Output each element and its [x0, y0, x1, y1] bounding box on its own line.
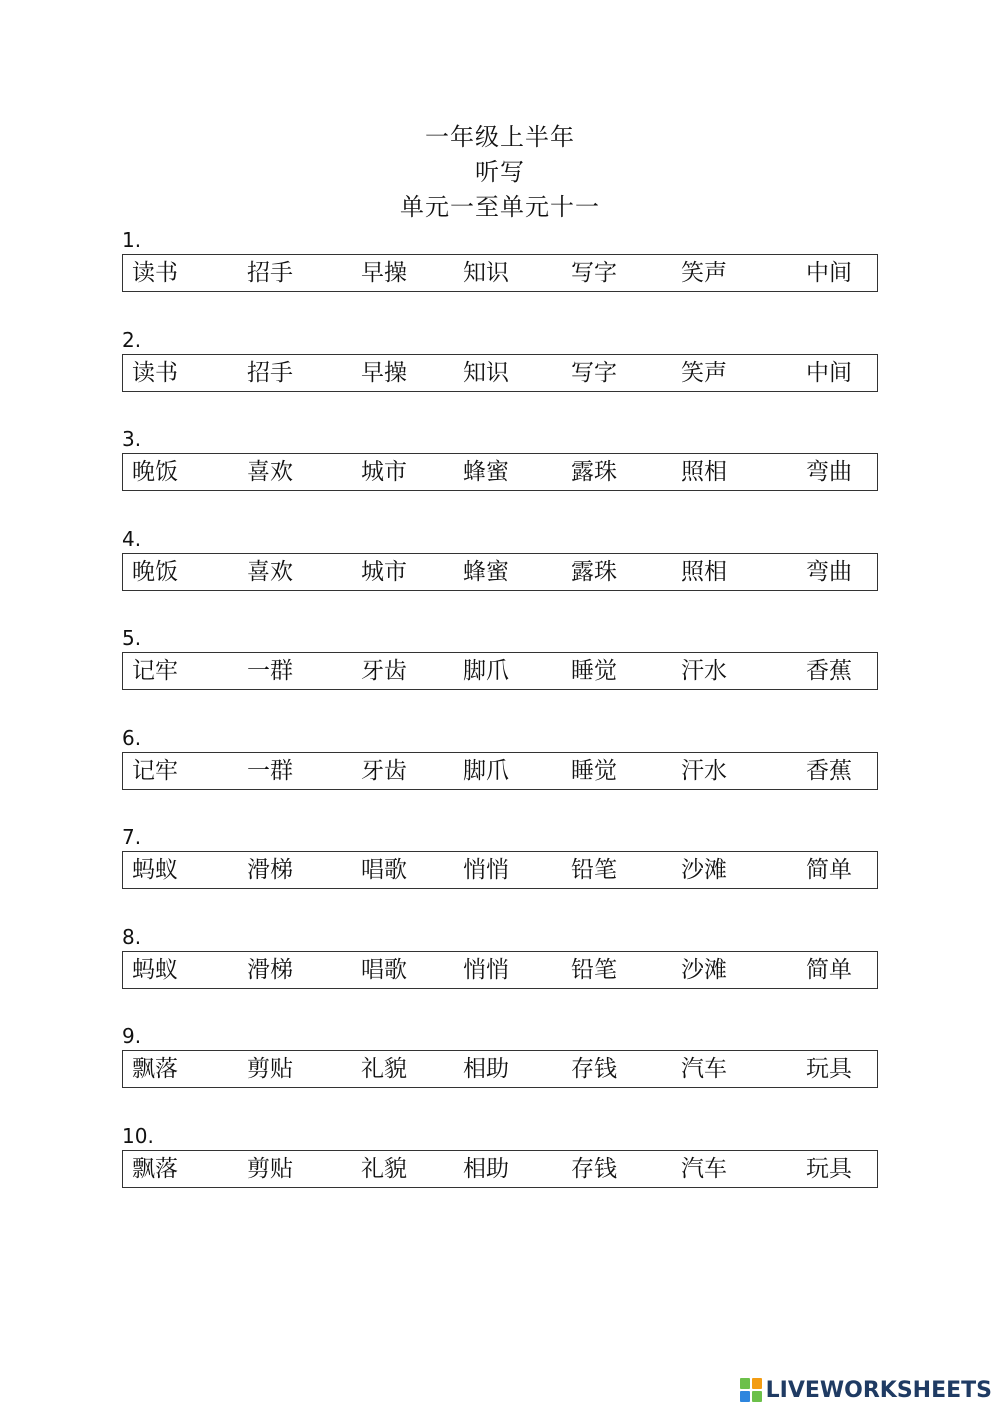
word: 中间 [806, 360, 852, 386]
worksheet-subtitle: 听写 [475, 158, 525, 186]
word: 唱歌 [361, 857, 407, 883]
word: 存钱 [571, 1056, 617, 1082]
word: 一群 [247, 758, 293, 784]
word: 招手 [247, 260, 293, 286]
answer-box[interactable] [122, 752, 878, 790]
word: 汗水 [681, 758, 727, 784]
word: 弯曲 [806, 459, 852, 485]
word: 蜂蜜 [463, 559, 509, 585]
question-number: 1. [122, 228, 142, 252]
word: 睡觉 [571, 758, 617, 784]
word: 早操 [361, 260, 407, 286]
worksheet-units: 单元一至单元十一 [400, 193, 600, 221]
word: 滑梯 [247, 857, 293, 883]
word: 城市 [361, 459, 407, 485]
word: 知识 [463, 360, 509, 386]
word: 中间 [806, 260, 852, 286]
word: 剪贴 [247, 1056, 293, 1082]
word: 玩具 [806, 1156, 852, 1182]
question-number: 8. [122, 925, 142, 949]
word: 读书 [132, 260, 178, 286]
word: 沙滩 [681, 957, 727, 983]
answer-box[interactable] [122, 553, 878, 591]
question-number: 7. [122, 825, 142, 849]
word: 沙滩 [681, 857, 727, 883]
liveworksheets-wordmark: LIVEWORKSHEETS [765, 1377, 992, 1403]
word: 记牢 [132, 758, 178, 784]
word: 相助 [463, 1156, 509, 1182]
word: 简单 [806, 957, 852, 983]
word: 晚饭 [132, 459, 178, 485]
word: 悄悄 [463, 857, 509, 883]
word: 喜欢 [247, 459, 293, 485]
word: 礼貌 [361, 1156, 407, 1182]
word: 写字 [571, 260, 617, 286]
word: 香蕉 [806, 758, 852, 784]
word: 铅笔 [571, 857, 617, 883]
word: 露珠 [571, 559, 617, 585]
question-number: 9. [122, 1024, 142, 1048]
question-number: 3. [122, 427, 142, 451]
word: 唱歌 [361, 957, 407, 983]
word: 汽车 [681, 1056, 727, 1082]
word: 脚爪 [463, 658, 509, 684]
word: 知识 [463, 260, 509, 286]
word: 城市 [361, 559, 407, 585]
liveworksheets-logo[interactable] [740, 1375, 992, 1405]
word: 简单 [806, 857, 852, 883]
word: 剪贴 [247, 1156, 293, 1182]
question-number: 4. [122, 527, 142, 551]
word: 笑声 [681, 360, 727, 386]
word: 飘落 [132, 1056, 178, 1082]
word: 礼貌 [361, 1056, 407, 1082]
word: 汽车 [681, 1156, 727, 1182]
word: 悄悄 [463, 957, 509, 983]
word: 照相 [681, 559, 727, 585]
word: 飘落 [132, 1156, 178, 1182]
word: 滑梯 [247, 957, 293, 983]
word: 写字 [571, 360, 617, 386]
word: 记牢 [132, 658, 178, 684]
word: 喜欢 [247, 559, 293, 585]
word: 露珠 [571, 459, 617, 485]
word: 脚爪 [463, 758, 509, 784]
word: 笑声 [681, 260, 727, 286]
word: 蚂蚁 [132, 957, 178, 983]
word: 招手 [247, 360, 293, 386]
answer-box[interactable] [122, 254, 878, 292]
question-number: 6. [122, 726, 142, 750]
word: 牙齿 [361, 758, 407, 784]
word: 存钱 [571, 1156, 617, 1182]
word: 香蕉 [806, 658, 852, 684]
question-number: 10. [122, 1124, 154, 1148]
answer-box[interactable] [122, 851, 878, 889]
answer-box[interactable] [122, 453, 878, 491]
word: 睡觉 [571, 658, 617, 684]
word: 牙齿 [361, 658, 407, 684]
word: 相助 [463, 1056, 509, 1082]
answer-box[interactable] [122, 951, 878, 989]
word: 蜂蜜 [463, 459, 509, 485]
word: 弯曲 [806, 559, 852, 585]
question-number: 2. [122, 328, 142, 352]
answer-box[interactable] [122, 1150, 878, 1188]
answer-box[interactable] [122, 354, 878, 392]
question-number: 5. [122, 626, 142, 650]
word: 早操 [361, 360, 407, 386]
word: 玩具 [806, 1056, 852, 1082]
worksheet-title: 一年级上半年 [425, 123, 575, 151]
word: 照相 [681, 459, 727, 485]
word: 读书 [132, 360, 178, 386]
answer-box[interactable] [122, 652, 878, 690]
word: 晚饭 [132, 559, 178, 585]
liveworksheets-icon [740, 1378, 762, 1402]
word: 汗水 [681, 658, 727, 684]
word: 一群 [247, 658, 293, 684]
answer-box[interactable] [122, 1050, 878, 1088]
word: 铅笔 [571, 957, 617, 983]
word: 蚂蚁 [132, 857, 178, 883]
